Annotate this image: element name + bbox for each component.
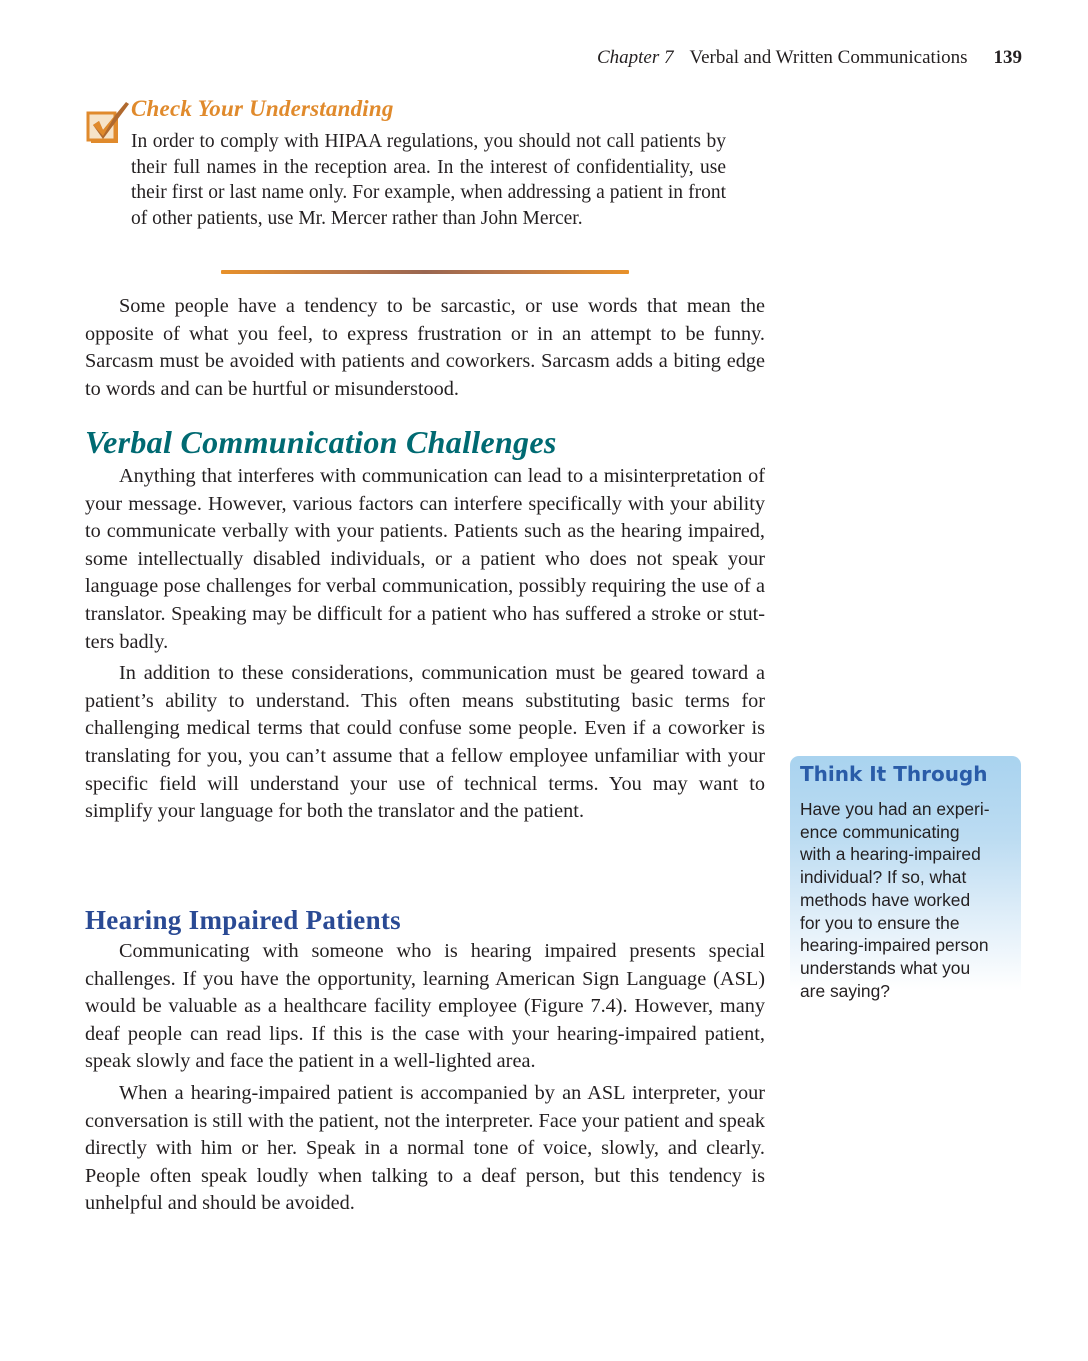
subsection-paragraph: When a hearing-impaired patient is accompanied by an ASL interpreter, your conversation is still with the patient, not the interpreter. Face your patient and speak directly with him or her. Speak in a normal tone of voice, slowly, and clearly. People often speak loudly when talking to a deaf person, but this tendency is unhelpful and should be avoided.	[85, 1081, 765, 1215]
check-your-understanding-heading: Check Your Understanding	[131, 96, 394, 121]
chapter-label: Chapter 7	[596, 47, 674, 68]
section-paragraph: In addition to these considerations, communication must be geared toward a patient’s ability to understand. This often means substituting basic terms for challenging medical terms that could confuse some people. Even if a coworker is translating for you, you can’t assume that a fellow employee unfamiliar with your specific field will understand your use of technical terms. You may want to simplify your language for both the translator and the patient.	[85, 662, 765, 823]
intro-paragraph: Some people have a tendency to be sarcastic, or use words that mean the opposite of what you feel, to express frustration or in an attempt to be funny. Sarcasm must be avoided with patients and coworkers. Sarcasm adds a biting edge to words and can be hurtful or misunderstood.	[85, 295, 765, 400]
think-it-through-line: with a hearing-impaired	[800, 844, 981, 865]
section-verbal-communication-challenges	[85, 424, 765, 830]
think-it-through-line: understands what you	[800, 957, 971, 978]
section-paragraph: Anything that interferes with communication can lead to a misinterpretation of your message. However, various factors can interfere specifically with your ability to communicate verbally with your patients. Patients such as the hearing impaired, some intellectually disabled individuals, or a patient who does not speak your language pose challenges for verbal communication, possibly requiring the use of a translator. Speaking may be difficult for a patient who has suffered a stroke or stutters badly.	[85, 465, 765, 653]
running-head	[597, 47, 1022, 69]
think-it-through-body	[800, 798, 1018, 1002]
think-it-through-line: are saying?	[800, 980, 890, 1001]
think-it-through-line: methods have worked	[800, 889, 971, 910]
check-your-understanding-body: In order to comply with HIPAA regulations, you should not call patients by their full names in the reception area. In the interest of confidentiality, use their first or last name only. For example, when addressing a patient in front of other patients, use Mr. Mercer rather than John Mercer.	[131, 131, 726, 229]
think-it-through-line: hearing-impaired person	[800, 935, 989, 956]
think-it-through-line: ence communicating	[800, 821, 960, 842]
page-number: 139	[993, 47, 1022, 68]
section-heading: Verbal Communication Challenges	[85, 424, 557, 460]
subsection-heading: Hearing Impaired Patients	[85, 905, 401, 935]
intro-block	[85, 293, 765, 407]
think-it-through-line: for you to ensure the	[800, 912, 960, 933]
divider-rule	[221, 270, 629, 274]
checkbox-check-icon	[86, 100, 130, 144]
chapter-title: Verbal and Written Communications	[689, 47, 968, 68]
subsection-paragraph: Communicating with someone who is hearing impaired presents special challenges. If you have the opportunity, learning American Sign Language (ASL) would be valuable as a healthcare facility employee (Figure 7.4). However, many deaf people can read lips. If this is the case with your hearing-impaired patient, speak slowly and face the patient in a well-lighted area.	[85, 940, 765, 1073]
think-it-through-line: individual? If so, what	[800, 867, 967, 888]
think-it-through-box	[790, 756, 1021, 1001]
think-it-through-line: Have you had an experi-	[800, 799, 990, 819]
subsection-hearing-impaired-patients	[85, 905, 765, 1222]
think-it-through-heading: Think It Through	[800, 762, 988, 786]
